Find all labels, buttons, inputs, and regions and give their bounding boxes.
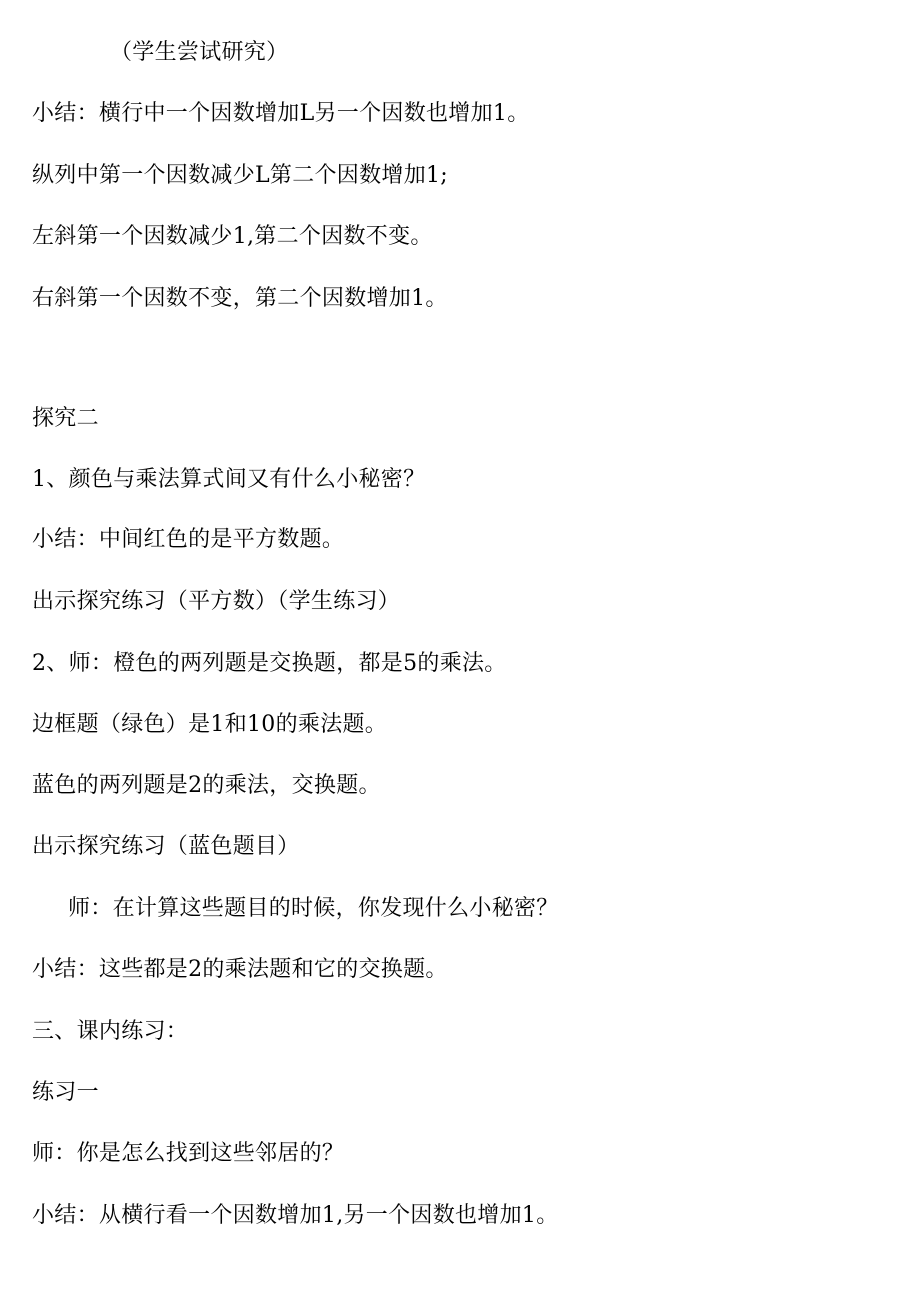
text-line-left-diagonal: 左斜第一个因数减少1,第二个因数不变。 — [32, 224, 433, 249]
text-line-blue-columns: 蓝色的两列题是2的乘法，交换题。 — [32, 773, 381, 798]
text-line-border-green: 边框题（绿色）是1和10的乘法题。 — [32, 712, 388, 737]
text-line-teacher-question: 师：在计算这些题目的时候，你发现什么小秘密？ — [68, 896, 559, 921]
subheading-practice-one: 练习一 — [32, 1080, 99, 1105]
text-line-summary-row: 小结：横行中一个因数增加L另一个因数也增加1。 — [32, 101, 530, 126]
section-heading-explore-two: 探究二 — [32, 406, 99, 431]
text-line-summary-two: 小结：这些都是2的乘法题和它的交换题。 — [32, 957, 448, 982]
text-line-summary-row-final: 小结：从横行看一个因数增加1,另一个因数也增加1。 — [32, 1203, 559, 1228]
text-line-show-practice-blue: 出示探究练习（蓝色题目） — [32, 834, 300, 859]
text-line-summary-red: 小结：中间红色的是平方数题。 — [32, 527, 345, 552]
text-line-color-question: 1、颜色与乘法算式间又有什么小秘密？ — [32, 467, 426, 492]
text-line-column: 纵列中第一个因数减少L第二个因数增加1; — [32, 163, 449, 188]
text-line-right-diagonal: 右斜第一个因数不变，第二个因数增加1。 — [32, 286, 448, 311]
text-line-student-research: （学生尝试研究） — [110, 40, 289, 65]
text-line-orange-columns: 2、师：橙色的两列题是交换题，都是5的乘法。 — [32, 651, 507, 676]
section-heading-class-practice: 三、课内练习： — [32, 1019, 189, 1044]
text-line-show-practice-square: 出示探究练习（平方数）（学生练习） — [32, 589, 401, 614]
text-line-teacher-neighbors: 师：你是怎么找到这些邻居的？ — [32, 1141, 345, 1166]
